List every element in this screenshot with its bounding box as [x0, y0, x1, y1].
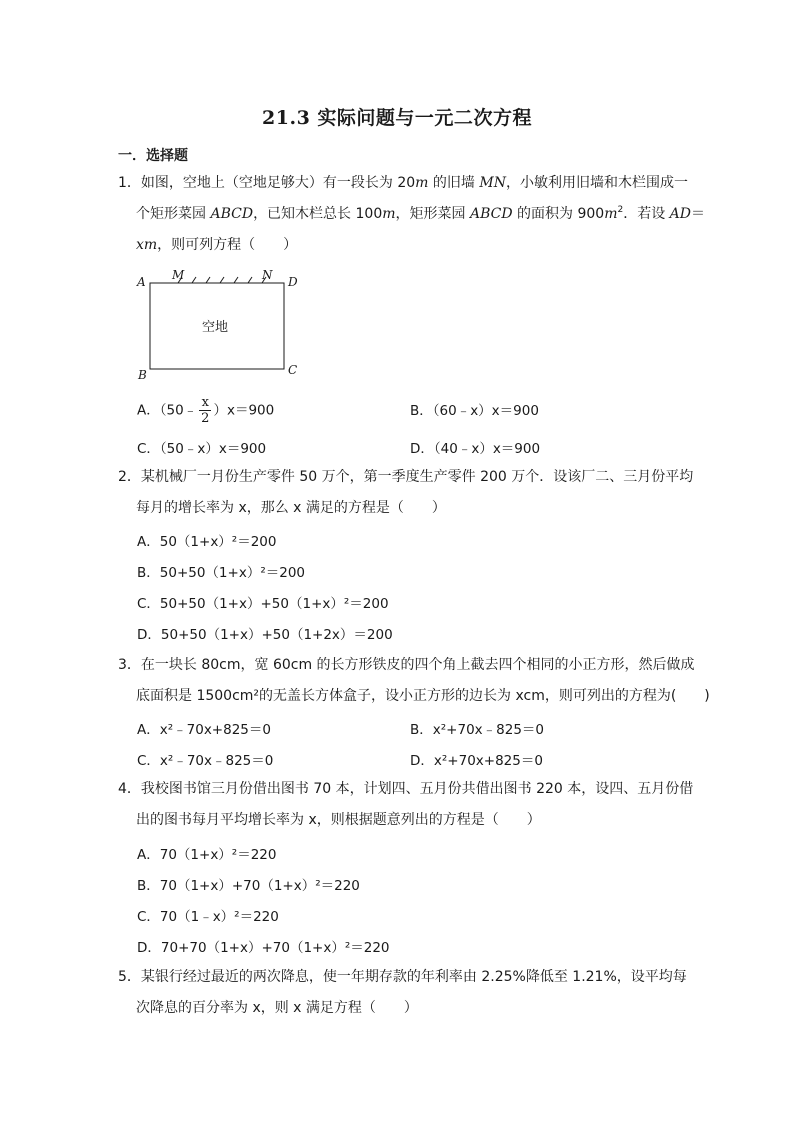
q4-option-c: C．70（1﹣x）²＝220: [137, 909, 279, 925]
q1-option-b: B．（60﹣x）x＝900: [410, 403, 539, 419]
q1-line-3: xm，则可列方程（ ）: [136, 237, 298, 253]
q3-option-a: A．x²﹣70x+825＝0: [137, 722, 271, 738]
q2-option-d: D．50+50（1+x）+50（1+2x）＝200: [137, 627, 393, 643]
q1-line-1: 1．如图，空地上（空地足够大）有一段长为 20m 的旧墙 MN，小敏利用旧墙和木栏围成一: [118, 175, 688, 191]
q4-line-2: 出的图书每月平均增长率为 x，则根据题意列出的方程是（ ）: [136, 812, 541, 828]
q2-line-1: 2．某机械厂一月份生产零件 50 万个，第一季度生产零件 200 万个．设该厂二、三月份平均: [118, 469, 694, 485]
label-c: C: [288, 363, 298, 377]
q3-line-1: 3．在一块长 80cm，宽 60cm 的长方形铁皮的四个角上截去四个相同的小正方形，然后做成: [118, 657, 695, 673]
q5-line-2: 次降息的百分率为 x，则 x 满足方程（ ）: [136, 1000, 418, 1016]
q3-option-c: C．x²﹣70x﹣825＝0: [137, 753, 274, 769]
page-title: 21.3 实际问题与一元二次方程: [262, 107, 532, 129]
q1-option-a: A．（50﹣ $\frac{x}{2}$ ）x＝900: [137, 395, 275, 426]
rectangle-figure: [130, 264, 320, 384]
q2-option-c: C．50+50（1+x）+50（1+x）²＝200: [137, 596, 389, 612]
fraction-x-over-2: $\frac{x}{2}$: [201, 395, 210, 426]
q2-line-2: 每月的增长率为 x，那么 x 满足的方程是（ ）: [136, 500, 446, 516]
wall-hatching: [178, 277, 266, 283]
q4-option-a: A．70（1+x）²＝220: [137, 847, 277, 863]
section-heading: 一．选择题: [118, 148, 188, 164]
q4-option-b: B．70（1+x）+70（1+x）²＝220: [137, 878, 360, 894]
q1-option-d: D．（40﹣x）x＝900: [410, 441, 541, 457]
q3-line-2: 底面积是 1500cm²的无盖长方体盒子，设小正方形的边长为 xcm，则可列出的方程为( ): [136, 688, 710, 704]
label-n: N: [262, 268, 273, 282]
q4-option-d: D．70+70（1+x）+70（1+x）²＝220: [137, 940, 390, 956]
q1-option-c: C．（50﹣x）x＝900: [137, 441, 267, 457]
q5-line-1: 5．某银行经过最近的两次降息，使一年期存款的年利率由 2.25%降低至 1.21%，设平均每: [118, 969, 687, 985]
q3-option-d: D．x²+70x+825＝0: [410, 753, 543, 769]
q3-option-b: B．x²+70x﹣825＝0: [410, 722, 544, 738]
label-b: B: [138, 368, 147, 382]
label-d: D: [288, 275, 298, 289]
q4-line-1: 4．我校图书馆三月份借出图书 70 本，计划四、五月份共借出图书 220 本，设四、五月份借: [118, 781, 694, 797]
q1-line-2: 个矩形菜园 ABCD，已知木栏总长 100m，矩形菜园 ABCD 的面积为 $900m^2$．若设 AD＝: [136, 205, 706, 222]
q2-option-b: B．50+50（1+x）²＝200: [137, 565, 305, 581]
label-m: M: [172, 268, 185, 282]
label-a: A: [137, 275, 146, 289]
label-empty-land: 空地: [202, 320, 229, 335]
q2-option-a: A．50（1+x）²＝200: [137, 534, 277, 550]
